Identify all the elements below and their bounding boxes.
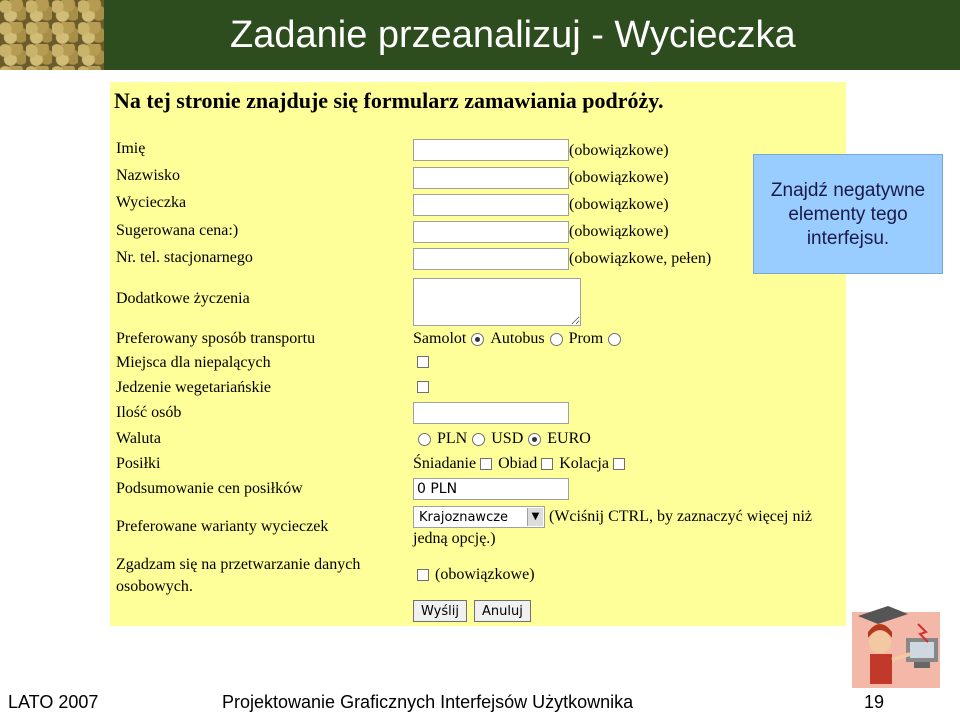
transport-options bbox=[413, 330, 627, 348]
variants-selected-value: Krajoznawcze bbox=[419, 510, 509, 525]
consent-row bbox=[413, 566, 535, 584]
footer-center: Projektowanie Graficznych Interfejsów Użytkownika bbox=[222, 692, 634, 712]
wishes-label: Dodatkowe życzenia bbox=[116, 290, 250, 307]
meals-label: Posiłki bbox=[116, 455, 161, 472]
task-callout: Znajdź negatywne elementy tego interfejsu. bbox=[753, 154, 943, 274]
transport-option-label: Samolot bbox=[413, 330, 467, 347]
non-smoking-checkbox[interactable] bbox=[417, 356, 429, 368]
currency-options bbox=[413, 430, 591, 448]
phone-input[interactable] bbox=[413, 248, 569, 270]
transport-bus-radio[interactable] bbox=[550, 333, 563, 346]
slide-title: Zadanie przeanalizuj - Wycieczka bbox=[230, 14, 796, 56]
form-heading: Na tej stronie znajduje się formularz zamawiania podróży. bbox=[114, 88, 664, 113]
breakfast-checkbox[interactable] bbox=[480, 458, 492, 470]
cobblestone-image bbox=[0, 0, 104, 70]
supper-checkbox[interactable] bbox=[613, 458, 625, 470]
consent-checkbox[interactable] bbox=[417, 569, 429, 581]
meals-sum-input[interactable] bbox=[413, 478, 569, 500]
trip-input[interactable] bbox=[413, 194, 569, 216]
vegetarian-checkbox[interactable] bbox=[417, 381, 429, 393]
price-input[interactable] bbox=[413, 221, 569, 243]
page-number: 19 bbox=[864, 692, 885, 712]
consent-label: Zgadzam się na przetwarzanie danych osobowych. bbox=[116, 556, 361, 595]
vegetarian-row bbox=[413, 381, 435, 393]
currency-pln-radio[interactable] bbox=[418, 433, 431, 446]
non-smoking-label: Miejsca dla niepalących bbox=[116, 354, 271, 371]
price-required: (obowiązkowe) bbox=[569, 223, 669, 240]
currency-option-label: EURO bbox=[547, 430, 591, 447]
footer-left: LATO 2007 bbox=[8, 692, 99, 712]
consent-required: (obowiązkowe) bbox=[435, 566, 535, 583]
last-name-required: (obowiązkowe) bbox=[569, 169, 669, 186]
meals-sum-label: Podsumowanie cen posiłków bbox=[116, 480, 303, 497]
first-name-label: Imię bbox=[116, 140, 146, 157]
currency-label: Waluta bbox=[116, 430, 161, 447]
last-name-input[interactable] bbox=[413, 167, 569, 189]
variants-hint: (Wciśnij CTRL, by zaznaczyć więcej niż jedną opcję.) bbox=[413, 508, 812, 547]
transport-label: Preferowany sposób transportu bbox=[116, 330, 316, 347]
chevron-down-icon: ▼ bbox=[527, 508, 543, 526]
dinner-checkbox[interactable] bbox=[541, 458, 553, 470]
transport-ferry-radio[interactable] bbox=[608, 333, 621, 346]
trip-required: (obowiązkowe) bbox=[569, 196, 669, 213]
variants-select[interactable] bbox=[413, 506, 545, 528]
transport-plane-radio[interactable] bbox=[471, 333, 484, 346]
title-bar bbox=[0, 0, 960, 70]
phone-required: (obowiązkowe, pełen) bbox=[569, 250, 712, 267]
vegetarian-label: Jedzenie wegetariańskie bbox=[116, 379, 272, 396]
submit-button[interactable]: Wyślij bbox=[413, 600, 467, 622]
price-label: Sugerowana cena:) bbox=[116, 222, 239, 239]
currency-euro-radio[interactable] bbox=[528, 433, 541, 446]
last-name-label: Nazwisko bbox=[116, 167, 180, 184]
currency-usd-radio[interactable] bbox=[472, 433, 485, 446]
transport-option-label: Autobus bbox=[490, 330, 545, 347]
wishes-textarea[interactable] bbox=[413, 278, 581, 326]
phone-label: Nr. tel. stacjonarnego bbox=[116, 249, 253, 266]
cancel-button[interactable]: Anuluj bbox=[474, 600, 531, 622]
meal-option-label: Śniadanie bbox=[413, 455, 477, 472]
first-name-required: (obowiązkowe) bbox=[569, 142, 669, 159]
transport-option-label: Prom bbox=[568, 330, 604, 347]
currency-option-label: USD bbox=[491, 430, 524, 447]
meal-option-label: Kolacja bbox=[559, 455, 609, 472]
meals-options bbox=[413, 455, 631, 473]
currency-option-label: PLN bbox=[437, 430, 468, 447]
non-smoking-row bbox=[413, 356, 435, 368]
trip-label: Wycieczka bbox=[116, 194, 187, 211]
variants-label: Preferowane warianty wycieczek bbox=[116, 518, 329, 535]
frustrated-user-clipart-icon bbox=[848, 602, 944, 690]
meal-option-label: Obiad bbox=[498, 455, 538, 472]
people-label: Ilość osób bbox=[116, 404, 182, 421]
first-name-input[interactable] bbox=[413, 139, 569, 161]
people-input[interactable] bbox=[413, 402, 569, 424]
order-form-panel bbox=[110, 82, 846, 626]
